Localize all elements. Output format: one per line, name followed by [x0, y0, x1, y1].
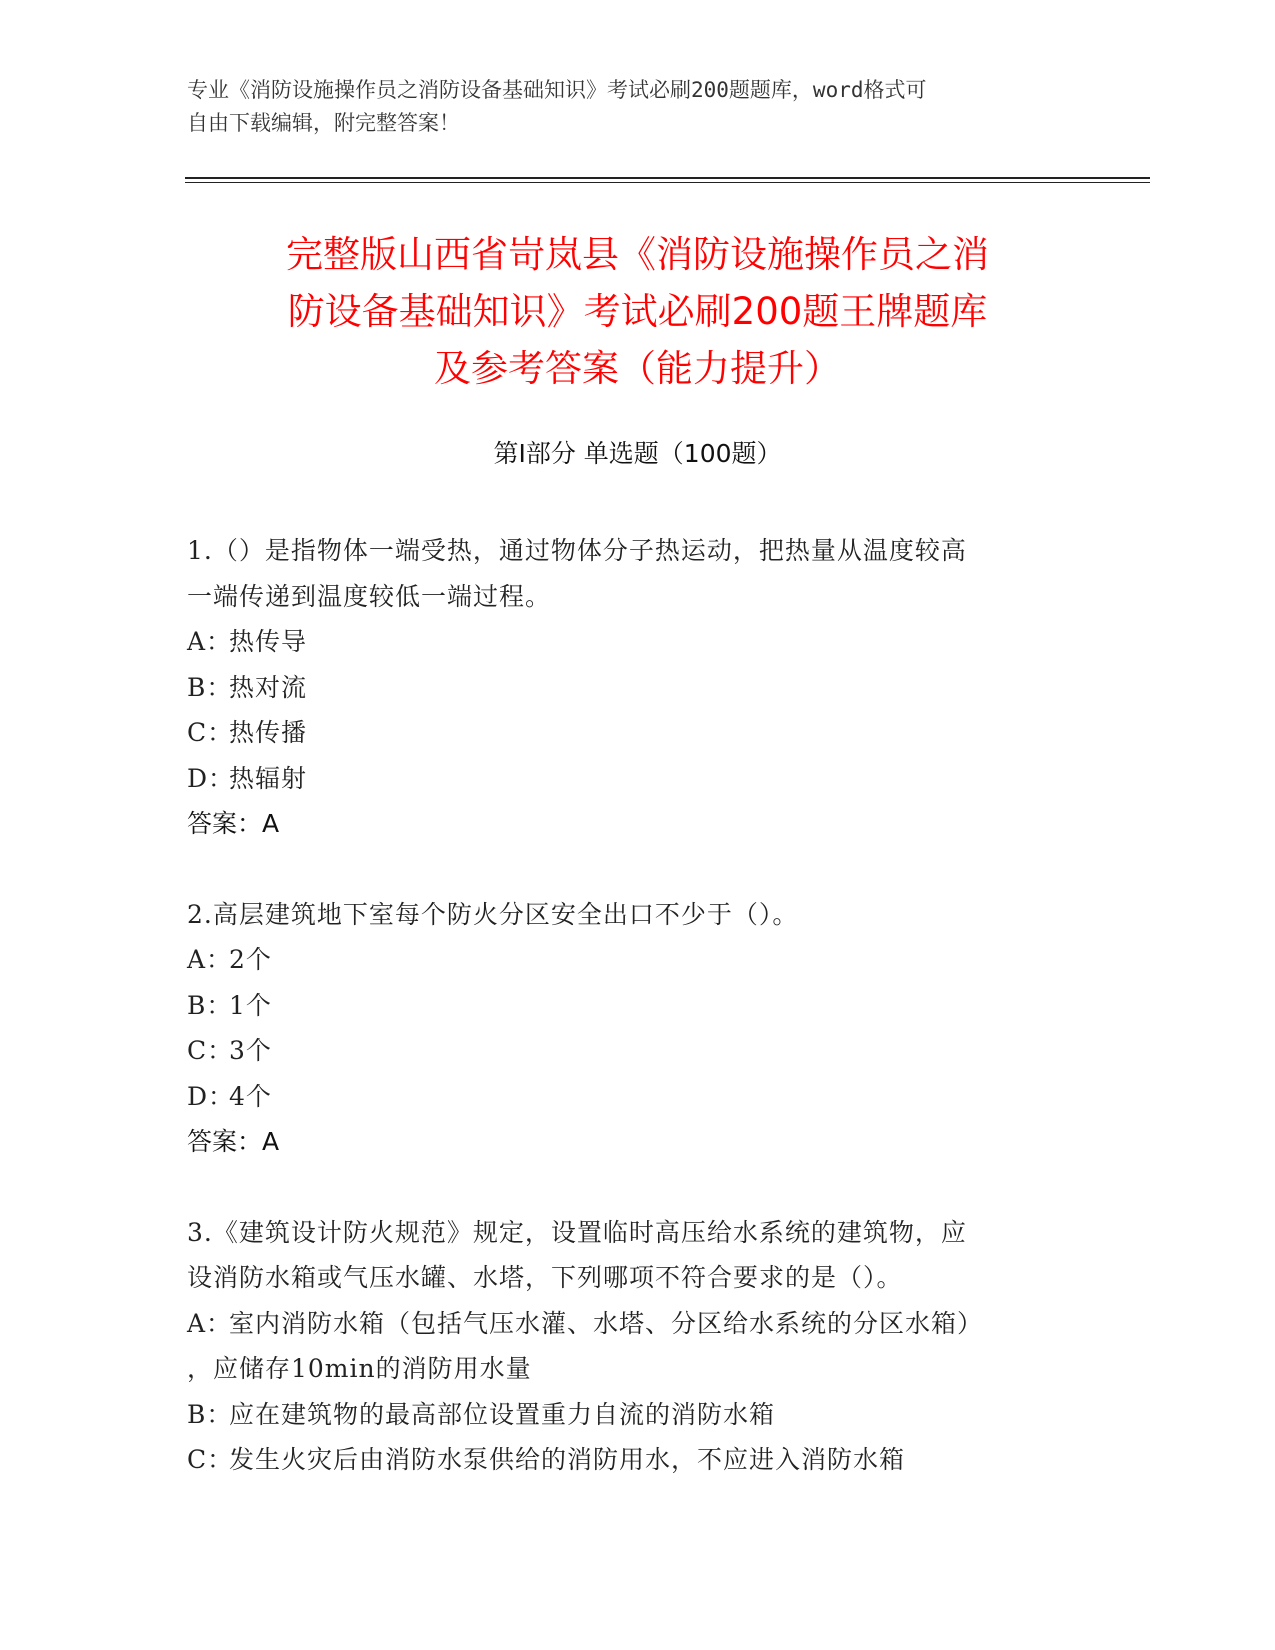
answer-line: 答案：A [187, 809, 280, 838]
document-title [185, 226, 1090, 397]
option-a [187, 619, 1087, 665]
option-c [187, 1028, 1087, 1074]
option-text: 4个 [229, 1081, 272, 1111]
header-divider-thick [185, 177, 1150, 179]
option-text: 发生火灾后由消防水泵供给的消防用水，不应进入消防水箱 [229, 1445, 906, 1474]
option-d [187, 1074, 1087, 1120]
document-title-line-2: 防设备基础知识》考试必刷200题王牌题库 [287, 290, 988, 333]
question-stem-line: 1.（）是指物体一端受热，通过物体分子热运动，把热量从温度较高 [187, 536, 967, 565]
option-text: 2个 [229, 945, 272, 974]
header-divider-thin [185, 182, 1150, 183]
document-title-line-1: 完整版山西省岢岚县《消防设施操作员之消 [286, 233, 989, 276]
question-stem-line: 设消防水箱或气压水罐、水塔，下列哪项不符合要求的是（）。 [187, 1263, 903, 1292]
option-c [187, 1437, 1087, 1483]
option-letter: C： [187, 1036, 234, 1065]
option-letter: A： [187, 945, 233, 974]
option-c [187, 710, 1087, 756]
option-letter: B： [187, 1399, 233, 1429]
option-text: 3个 [229, 1036, 272, 1065]
option-a [187, 937, 1087, 983]
option-letter: C： [187, 1445, 234, 1474]
option-letter: B： [187, 990, 233, 1020]
document-title-line-3: 及参考答案（能力提升） [434, 347, 841, 390]
option-text: 应在建筑物的最高部位设置重力自流的消防水箱 [229, 1399, 776, 1429]
option-a-continuation: ，应储存10min的消防用水量 [187, 1354, 532, 1383]
option-text: 室内消防水箱（包括气压水灌、水塔、分区给水系统的分区水箱） [229, 1308, 984, 1338]
header-note [187, 74, 1087, 140]
option-letter: A： [187, 627, 233, 656]
option-text: 1个 [229, 990, 272, 1020]
question-3 [187, 1210, 1087, 1483]
option-text: 热传导 [229, 627, 308, 656]
question-stem-line: 3.《建筑设计防火规范》规定，设置临时高压给水系统的建筑物，应 [187, 1217, 967, 1247]
option-letter: B： [187, 672, 233, 702]
question-2 [187, 892, 1087, 1165]
question-stem-line: 一端传递到温度较低一端过程。 [187, 581, 552, 611]
option-text: 热传播 [229, 718, 308, 747]
option-letter: A： [187, 1308, 233, 1338]
option-letter: C： [187, 718, 234, 747]
option-letter: D： [187, 1081, 235, 1111]
question-1 [187, 528, 1087, 847]
header-note-line-1: 专业《消防设施操作员之消防设备基础知识》考试必刷200题题库，word格式可 [187, 78, 927, 102]
section-heading: 第I部分 单选题（100题） [493, 439, 782, 468]
option-b [187, 983, 1087, 1029]
option-text: 热对流 [229, 672, 308, 702]
answer-line: 答案：A [187, 1127, 280, 1156]
header-note-line-2: 自由下载编辑，附完整答案！ [187, 111, 460, 135]
option-b [187, 1392, 1087, 1438]
option-b [187, 665, 1087, 711]
option-text: 热辐射 [229, 763, 308, 793]
option-letter: D： [187, 763, 235, 793]
option-a [187, 1301, 1087, 1347]
question-stem-line: 2.高层建筑地下室每个防火分区安全出口不少于（）。 [187, 899, 799, 929]
option-d [187, 756, 1087, 802]
question-list [187, 528, 1087, 1528]
